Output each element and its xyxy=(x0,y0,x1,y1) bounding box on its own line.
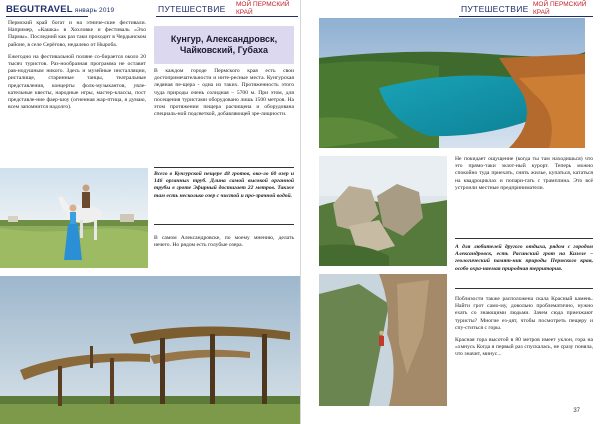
paragraph: В каждом городе Пермского края есть свои достопримечательности и инте-ресные места. Кунгурская ледяная пе-щера - одна из таких. Протяженность этого чуда природы очень солидная – 5700 м. При этом, для посещения туристами оборудовано лишь 1500 метров. На этом протяжении пещера расчищена и оборудована специаль-ной подсветкой, добавляющей зре-лищности. xyxy=(154,68,294,118)
aleksandrovsk-text xyxy=(154,235,294,254)
paragraph: В самом Александровске, по моему мнению, делать нечего. Но рядом есть голубые озера. xyxy=(154,235,294,249)
horse-festival-photo xyxy=(0,168,148,268)
paragraph: Ежегодно на фестивальной поляне со-бирается около 20 тысяч туристов. Раз-нообразная программа не оставит рав-нодушным никого. Здесь и музейные инсталляции, ристалище, старинные танцы, театральные представления, концерты фолк-музыкантов, увле-кательные квесты, народные игры, мастер-классы, пост представле-ние фаер-шоу (огненная жар-птица, я думаю, всем запомнится надолго). xyxy=(8,53,146,111)
paragraph: Поблизости также расположена скала Красный камень. Найти грот само-му, довольно проблематично, нужно ехать со знающими людьми. Зачем сюда приезжают туристы? Многие ез-дят, чтобы посмотреть пещеру и спу-ститься с горы. xyxy=(455,296,593,331)
paragraph: Красная гора высотой в 80 метров имеет уклон, гора на «хмнусь Когда я первый раз спускалась, не сразу поняла, что значит, минус... xyxy=(455,337,593,358)
grotto-quote: А для любителей другого отдыха, рядом с городом Александровск, есть Расинский грот на Кизеле – геологический памят-ник природы Пермского края, особо охра-няемая природная территория. xyxy=(455,244,593,272)
resort-text xyxy=(455,156,593,197)
brand-logo xyxy=(6,4,114,15)
right-column-text xyxy=(154,68,294,123)
header-rule-left xyxy=(6,16,88,17)
issue-date: январь 2019 xyxy=(74,7,115,14)
header-rule xyxy=(459,16,593,17)
red-stone-text xyxy=(455,296,593,364)
separator xyxy=(455,238,593,239)
brand-name: BEGUTRAVEL xyxy=(6,4,73,15)
page-number: 37 xyxy=(573,408,580,414)
rubric-label: ПУТЕШЕСТВИЕ xyxy=(461,4,529,14)
paragraph: Пермский край богат и на этниче-ские фестивали. Например, «Кашка» в Хохловке и фестиваль «Эхо Пармы». Последний как раз таки проходит в Чердынском районе, в селе Серёгово, недалеко от Ныроба. xyxy=(8,20,146,48)
article-title: Кунгур, Александровск, Чайковский, Губаха xyxy=(154,26,294,64)
separator xyxy=(455,288,593,289)
blue-lake-photo xyxy=(319,18,585,148)
cave-fact-quote: Всего в Кунгурской пещере 48 гротов, око-ло 60 озер и 146 органных труб. Длина самой высокой органной трубы в гроте Эфирный достигает 22 метров. Также там есть несколько озер с чистой и про-зрачной водой. xyxy=(154,171,294,199)
paragraph: Не покидает ощущение (когда ты там находишься) что это прямо-таки экзот-ный курорт. Теперь можно спокойно туда приехать, снять жилье, купаться, кататься на квадроциклах и попари-гать с трамплина. Это всё устроили местные предприниматели. xyxy=(455,156,593,191)
rock-formations-photo xyxy=(319,156,447,266)
rock-climber-photo xyxy=(319,274,447,406)
separator xyxy=(154,224,294,225)
right-page xyxy=(300,0,600,424)
separator xyxy=(154,167,294,168)
region-label: МОЙ ПЕРМСКИЙ КРАЙ xyxy=(236,1,290,16)
left-column-text xyxy=(8,20,146,116)
header-rule-right xyxy=(156,16,298,17)
wooden-structure-photo xyxy=(0,276,300,424)
region-label: МОЙ ПЕРМСКИЙ КРАЙ xyxy=(533,1,587,16)
rubric-label: ПУТЕШЕСТВИЕ xyxy=(158,4,226,14)
